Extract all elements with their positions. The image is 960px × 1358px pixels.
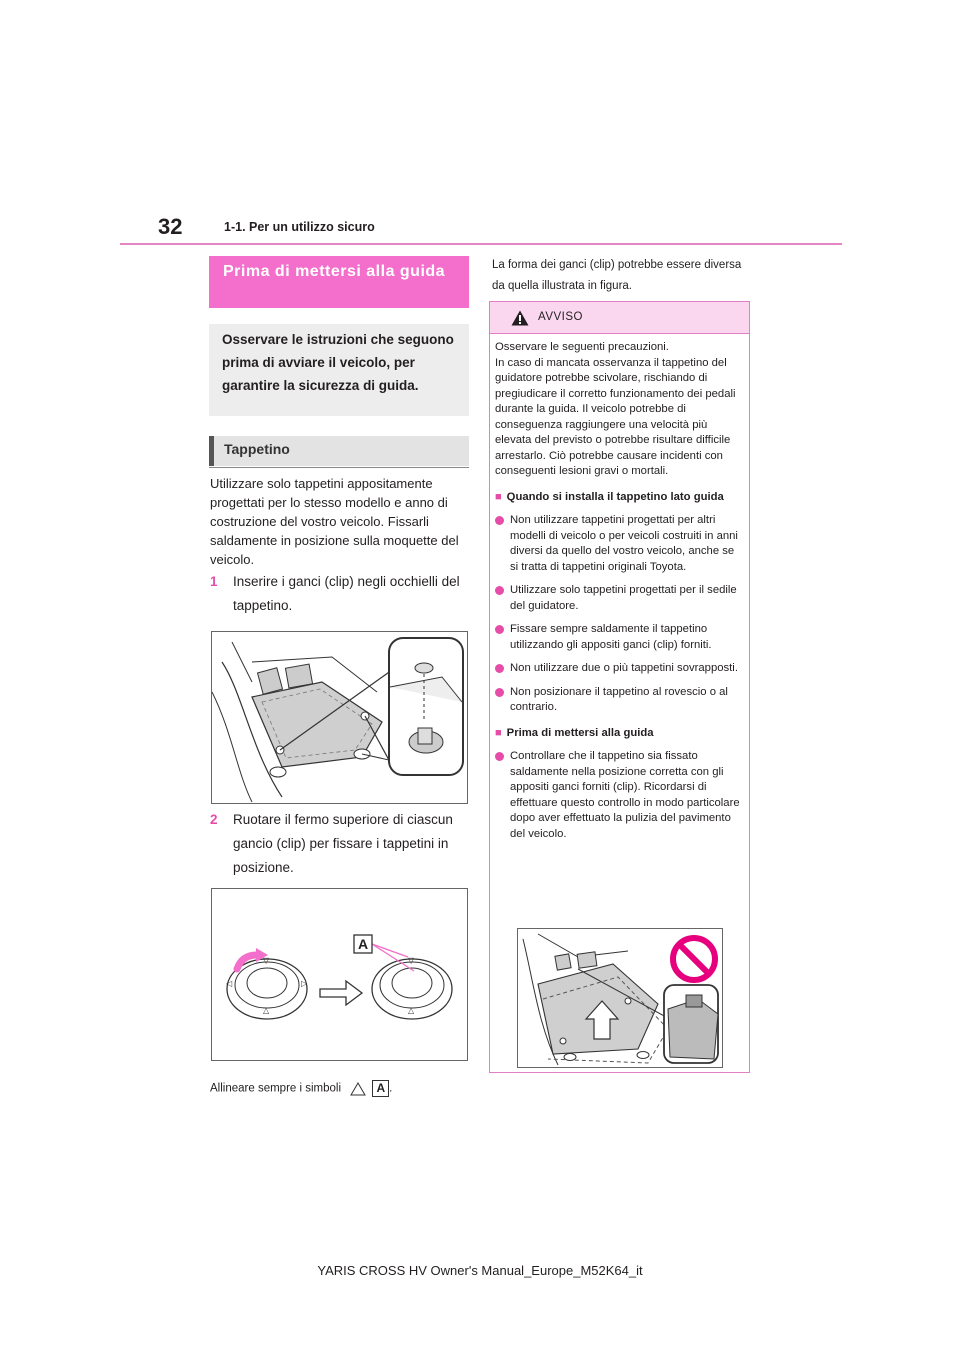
warning-bullet-4-text: Non utilizzare due o più tappetini sovrapposti.: [510, 662, 738, 674]
svg-text:▷: ▷: [301, 979, 308, 988]
clip-rotation-illustration: [211, 888, 468, 1061]
triangle-symbol-icon: [350, 1082, 366, 1096]
warning-section-1-title: Quando si installa il tappetino lato guida: [506, 490, 724, 503]
square-bullet-icon: ■: [495, 726, 502, 739]
svg-text:◁: ◁: [226, 979, 233, 988]
step-2-number: 2: [210, 812, 218, 827]
floor-mat-hooks-illustration: [211, 631, 468, 804]
section-title: 1-1. Per un utilizzo sicuro: [224, 220, 375, 234]
warning-bullet-6: [495, 749, 745, 842]
intro-box: Osservare le istruzioni che seguono prima di avviare il veicolo, per garantire la sicurezza di guida.: [209, 324, 469, 416]
caption-prefix: Allineare sempre i simboli: [210, 1082, 342, 1095]
caption-symbol-a: A: [372, 1080, 389, 1097]
warning-bullet-6-text: Controllare che il tappetino sia fissato saldamente nella posizione corretta con gli appositi ganci forniti (clip). Ricordarsi di effettuare questo controllo in modo particolare dopo aver effettuato la pulizia del pavimento del veicolo.: [510, 750, 740, 840]
warning-section-driver-mat: [495, 490, 745, 506]
step-1-text: Inserire i ganci (clip) negli occhielli del tappetino.: [233, 574, 460, 613]
svg-text:▽: ▽: [408, 956, 415, 965]
clip-shape-note: La forma dei ganci (clip) potrebbe essere diversa da quella illustrata in figura.: [492, 259, 742, 292]
warning-header: [490, 302, 749, 334]
warning-bullet-5: [495, 685, 745, 716]
warning-title: AVVISO: [538, 311, 583, 323]
warning-bullet-1-text: Non utilizzare tappetini progettati per altri modelli di veicolo o per veicoli costruiti in anni diversi da quello del vostro veicolo, anche se si tratta di tappetini originali Toyota.: [510, 514, 738, 573]
warning-body: [495, 340, 745, 842]
svg-text:△: △: [408, 1006, 415, 1015]
bullet-dot-icon: [495, 664, 504, 673]
bullet-dot-icon: [495, 586, 504, 595]
bullet-dot-icon: [495, 688, 504, 697]
subheading-rule: [209, 467, 469, 468]
svg-text:△: △: [263, 1006, 270, 1015]
warning-bullet-3-text: Fissare sempre saldamente il tappetino utilizzando gli appositi ganci (clip) forniti.: [510, 623, 712, 651]
warning-bullet-4: [495, 661, 745, 677]
bullet-dot-icon: [495, 625, 504, 634]
alignment-caption: [210, 1080, 392, 1097]
warning-intro-1: Osservare le seguenti precauzioni.: [495, 341, 669, 353]
bullet-dot-icon: [495, 516, 504, 525]
step-2-text: Ruotare il fermo superiore di ciascun gancio (clip) per fissare i tappetini in posizione.: [233, 812, 453, 875]
figure-label-a: A: [358, 936, 369, 952]
square-bullet-icon: ■: [495, 490, 502, 503]
subheading-tappetino: Tappetino: [209, 436, 469, 466]
warning-bullet-5-text: Non posizionare il tappetino al rovescio o al contrario.: [510, 685, 728, 713]
bullet-dot-icon: [495, 752, 504, 761]
caption-suffix: .: [389, 1082, 393, 1095]
page-number: 32: [158, 214, 183, 239]
warning-bullet-2: [495, 583, 745, 614]
incorrect-mat-placement-illustration: [517, 928, 723, 1068]
svg-text:▽: ▽: [263, 956, 270, 965]
warning-section-before-driving: [495, 726, 745, 742]
warning-bullet-3: [495, 622, 745, 653]
warning-intro-2: In caso di mancata osservanza il tappetino del guidatore potrebbe scivolare, rischiando di pregiudicare il corretto funzionamento dei pedali durante la guida. Il veicolo potrebbe di conseguenza raggiungere una velocità più elevata del previsto o potrebbe risultare difficile arrestarlo. Ciò potrebbe causare incidenti con conseguenti lesioni gravi o mortali.: [495, 356, 736, 477]
step-2: [210, 808, 472, 880]
warning-triangle-icon: [511, 310, 529, 326]
paragraph-mats: Utilizzare solo tappetini appositamente progettati per lo stesso modello e anno di costruzione del vostro veicolo. Fissarli saldamente in posizione sulla moquette del veicolo.: [210, 476, 459, 567]
warning-section-2-title: Prima di mettersi alla guida: [506, 726, 654, 739]
warning-bullet-1: [495, 513, 745, 575]
step-1: [210, 570, 472, 618]
footer-manual-id: YARIS CROSS HV Owner's Manual_Europe_M52K64_it: [317, 1263, 643, 1278]
header-rule: [120, 243, 842, 245]
section-heading: Prima di mettersi alla guida: [209, 256, 469, 308]
warning-bullet-2-text: Utilizzare solo tappetini progettati per il sedile del guidatore.: [510, 584, 737, 612]
step-1-number: 1: [210, 574, 218, 589]
